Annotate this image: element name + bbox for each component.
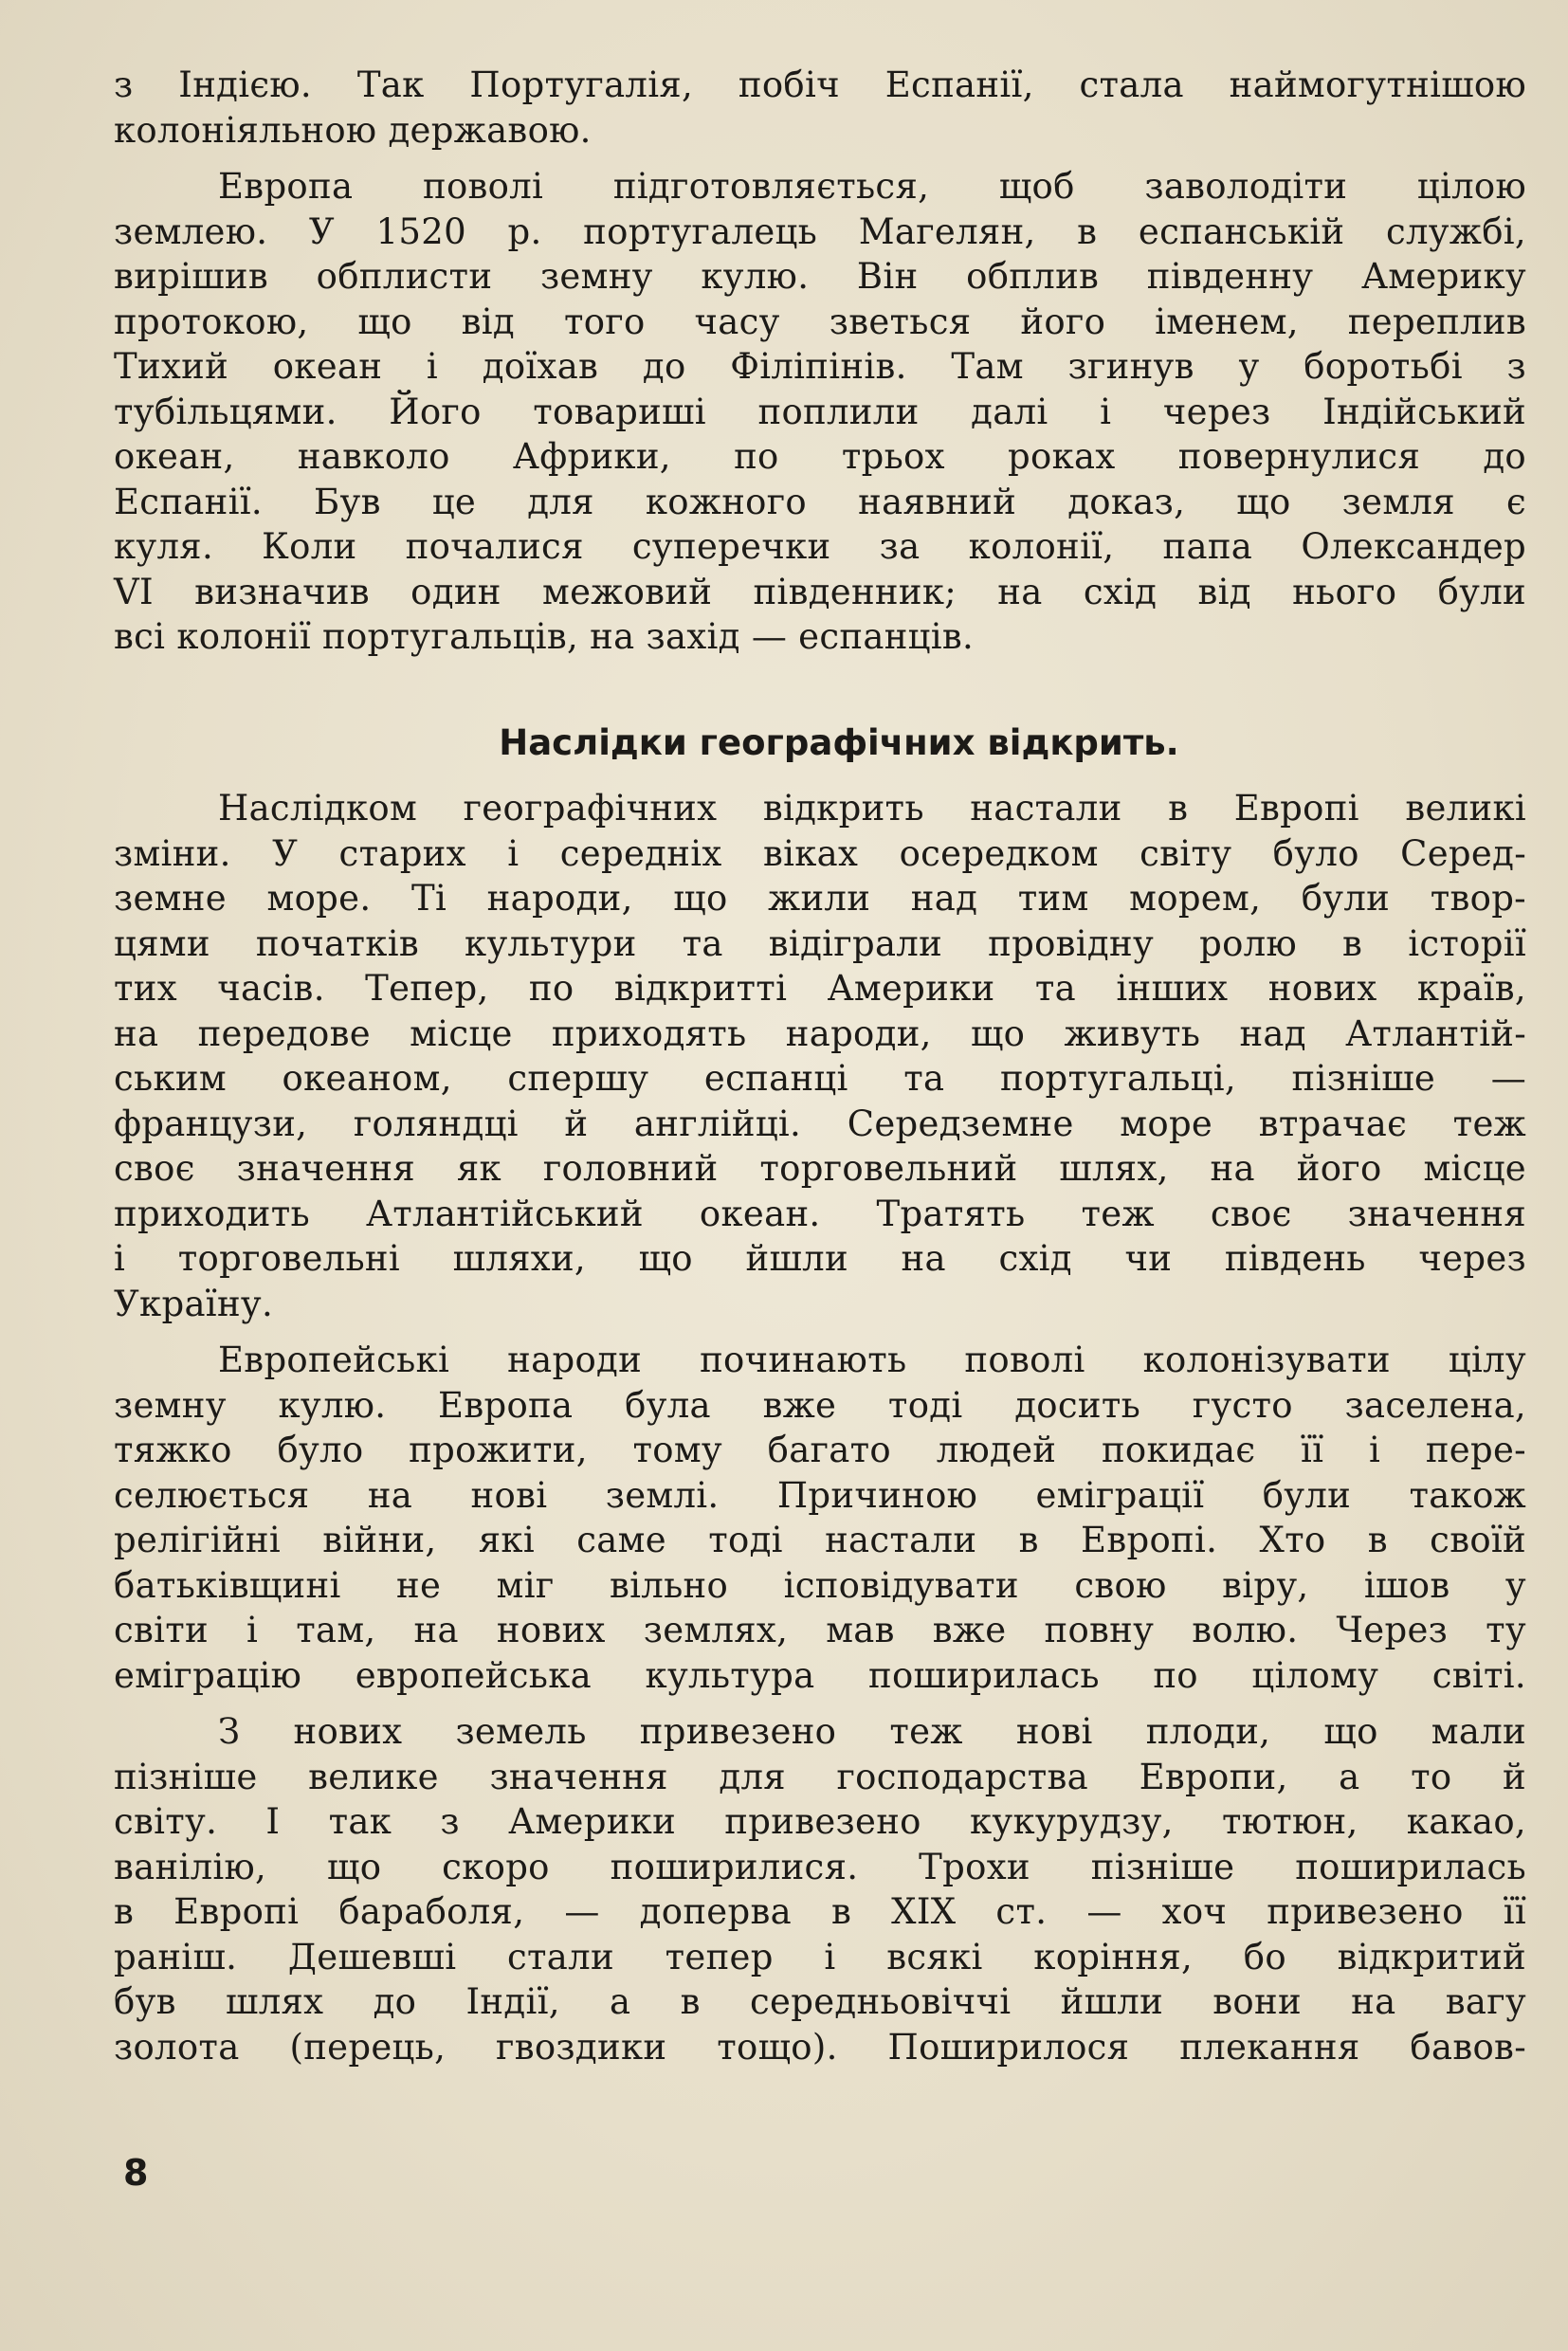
text-line: світу. І так з Америки привезено кукурудзу, тютюн, какао, [114,1801,1526,1842]
text-line: колоніяльною державою. [114,109,592,151]
text-line: світи і там, на нових землях, мав вже повну волю. Через ту [114,1610,1526,1650]
text-line: ванілію, що скоро поширилися. Трохи пізніше поширилась [114,1846,1526,1887]
text-line: з Індією. Так Португалія, побіч Еспанії, стала наймогутнішою [114,64,1526,105]
text-line: куля. Коли почалися суперечки за колонії, папа Олександер [114,526,1526,567]
text-line: на передове місце приходять народи, що живуть над Атлантій- [114,1012,1526,1054]
text-line: Україну. [114,1283,274,1324]
text-line: релігійні війни, які саме тоді настали в Европі. Хто в своїй [114,1520,1526,1560]
text-line: французи, голяндці й англійці. Середземне море втрачає теж [114,1103,1526,1144]
text-line: приходить Атлантійський океан. Тратять теж своє значення [114,1193,1526,1234]
text-line: пізніше велике значення для господарства Европи, а то й [114,1756,1526,1797]
text-line: Наслідком географічних відкрить настали в Европі великі [218,788,1526,829]
text-line: Тихий океан і доїхав до Філіпінів. Там згинув у боротьбі з [114,346,1526,387]
text-line: Европа поволі підготовляється, щоб заволодіти цілою [218,166,1526,207]
paragraph [114,63,1526,153]
paragraph [114,164,1526,660]
text-line: своє значення як головний торговельний шлях, на його місце [114,1148,1526,1189]
bottom-section [114,786,1526,2069]
text-line: VI визначив один межовий південник; на схід від нього були [114,571,1526,612]
paragraph [114,1338,1526,1698]
text-line: в Европі бараболя, — допервa в XIX ст. — хоч привезено її [114,1891,1526,1932]
text-line: раніш. Дешевші стали тепер і всякі коріння, бо відкритий [114,1936,1526,1977]
text-line: цями початків культури та відіграли провідну ролю в історії [114,922,1526,964]
text-line: золота (перець, гвоздики тощо). Поширилося плекання бавов- [114,2026,1526,2068]
text-line: батьківщині не міг вільно ісповідувати свою віру, ішов у [114,1564,1526,1606]
text-line: протокою, що від того часу зветься його іменем, переплив [114,301,1526,342]
text-line: З нових земель привезено теж нові плоди, що мали [218,1711,1526,1752]
paragraph [114,786,1526,1326]
section-heading: Наслідки географічних відкрить. [499,721,1179,763]
text-line: тих часів. Тепер, по відкритті Америки та інших нових країв, [114,968,1526,1009]
paragraph [114,1709,1526,2069]
page-number: 8 [123,2152,149,2194]
text-line: еміграцію европейська культура поширилась по цілому світі. [114,1654,1526,1696]
text-line: вирішив обплисти земну кулю. Він обплив південну Америку [114,256,1526,297]
text-line: Еспанії. Був це для кожного наявний доказ, що земля є [114,481,1526,522]
text-line: і торговельні шляхи, що йшли на схід чи південь через [114,1238,1526,1279]
text-line: тубільцями. Його товариші поплили далі і через Індійський [114,391,1526,432]
text-line: селюється на нові землі. Причиною еміграції були також [114,1474,1526,1516]
top-section [114,63,1526,660]
text-line: океан, навколо Африки, по трьох роках повернулися до [114,436,1526,477]
text-line: всі колонії португальців, на захід — еспанців. [114,616,975,657]
page-body [114,63,1526,2069]
text-line: земну кулю. Европа була вже тоді досить густо заселена, [114,1384,1526,1426]
text-line: землею. У 1520 р. португалець Магелян, в еспанській службі, [114,210,1526,252]
text-line: ським океаном, спершу еспанці та португальці, пізніше — [114,1058,1526,1099]
text-line: Европейські народи починають поволі колонізувати цілу [218,1340,1526,1380]
text-line: був шлях до Індії, а в середньовіччі йшли вони на вагу [114,1981,1526,2022]
text-line: зміни. У старих і середніх віках осередком світу було Серед- [114,832,1526,874]
text-line: земне море. Ті народи, що жили над тим морем, були твор- [114,878,1526,919]
text-line: тяжко було прожити, тому багато людей покидає її і пере- [114,1430,1526,1470]
